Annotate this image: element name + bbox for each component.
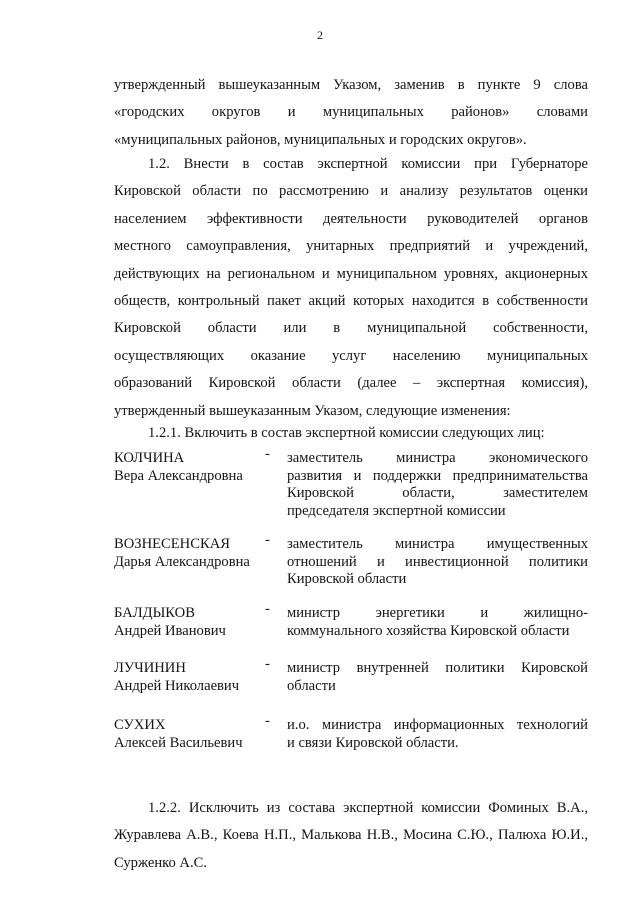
- text-line: 1.2. Внести в состав экспертной комиссии при Губернаторе: [148, 156, 588, 172]
- member-name: [114, 717, 264, 752]
- role-line: председателя экспертной комиссии: [287, 502, 506, 519]
- member-dash: -: [265, 601, 270, 617]
- member-name: [114, 660, 264, 695]
- paragraph-1-2-1: [114, 420, 588, 447]
- member-surname: СУХИХ: [114, 717, 166, 733]
- text-line: образований Кировской области (далее – экспертная комиссия),: [114, 375, 588, 392]
- member-given-name: Алексей Васильевич: [114, 734, 243, 751]
- text-line: действующих на региональном и муниципальном уровнях, акционерных: [114, 265, 588, 282]
- role-line: Кировской области, заместителем: [287, 485, 588, 502]
- text-line: «муниципальных районов, муниципальных и городских округов».: [114, 131, 527, 148]
- member-dash: -: [265, 656, 270, 672]
- member-role: [287, 660, 588, 695]
- text-line: Журавлева А.В., Коева Н.П., Малькова Н.В., Мосина С.Ю., Палюха Ю.И.,: [114, 827, 588, 844]
- role-line: министр внутренней политики Кировской: [287, 660, 588, 676]
- member-dash: -: [265, 532, 270, 548]
- text-line: 1.2.2. Исключить из состава экспертной комиссии Фоминых В.А.,: [148, 800, 588, 816]
- text-line: утвержденный вышеуказанным Указом, заменив в пункте 9 слова: [114, 77, 588, 93]
- member-name: [114, 450, 264, 485]
- role-line: и.о. министра информационных технологий: [287, 717, 588, 733]
- text-line: «городских округов и муниципальных районов» словами: [114, 104, 588, 121]
- text-line: утвержденный вышеуказанным Указом, следующие изменения:: [114, 402, 511, 419]
- role-line: области: [287, 677, 336, 694]
- member-given-name: Андрей Николаевич: [114, 677, 240, 694]
- member-name: [114, 536, 264, 571]
- role-line: отношений и инвестиционной политики: [287, 553, 588, 570]
- member-role: [287, 605, 588, 640]
- paragraph-continuation: [114, 72, 588, 154]
- role-line: развития и поддержки предпринимательства: [287, 467, 588, 484]
- member-dash: -: [265, 713, 270, 729]
- text-line: 1.2.1. Включить в состав экспертной комиссии следующих лиц:: [148, 425, 545, 441]
- member-role: [287, 717, 588, 752]
- text-line: Кировской области по рассмотрению и анализу результатов оценки: [114, 183, 588, 200]
- member-surname: БАЛДЫКОВ: [114, 605, 195, 621]
- member-surname: ЛУЧИНИН: [114, 660, 186, 676]
- text-line: Кировской области или в муниципальной собственности,: [114, 320, 588, 337]
- role-line: коммунального хозяйства Кировской области: [287, 622, 570, 639]
- member-surname: КОЛЧИНА: [114, 450, 185, 466]
- text-line: осуществляющих оказание услуг населению муниципальных: [114, 347, 588, 364]
- member-given-name: Дарья Александровна: [114, 553, 250, 570]
- page-number: 2: [317, 28, 323, 42]
- member-dash: -: [265, 446, 270, 462]
- member-role: [287, 450, 588, 520]
- role-line: и связи Кировской области.: [287, 734, 459, 751]
- role-line: министр энергетики и жилищно-: [287, 605, 588, 621]
- member-given-name: Андрей Иванович: [114, 622, 226, 639]
- member-given-name: Вера Александровна: [114, 467, 243, 484]
- text-line: обществ, контрольный пакет акций которых находится в собственности: [114, 293, 588, 310]
- text-line: населением эффективности деятельности руководителей органов: [114, 210, 588, 227]
- text-line: местного самоуправления, унитарных предприятий и учреждений,: [114, 238, 588, 255]
- member-role: [287, 536, 588, 589]
- role-line: заместитель министра экономического: [287, 450, 588, 466]
- member-surname: ВОЗНЕСЕНСКАЯ: [114, 536, 230, 552]
- role-line: Кировской области: [287, 571, 407, 588]
- role-line: заместитель министра имущественных: [287, 536, 588, 552]
- member-name: [114, 605, 264, 640]
- text-line: Сурженко А.С.: [114, 854, 208, 871]
- paragraph-1-2: [114, 151, 588, 425]
- paragraph-1-2-2: [114, 795, 588, 877]
